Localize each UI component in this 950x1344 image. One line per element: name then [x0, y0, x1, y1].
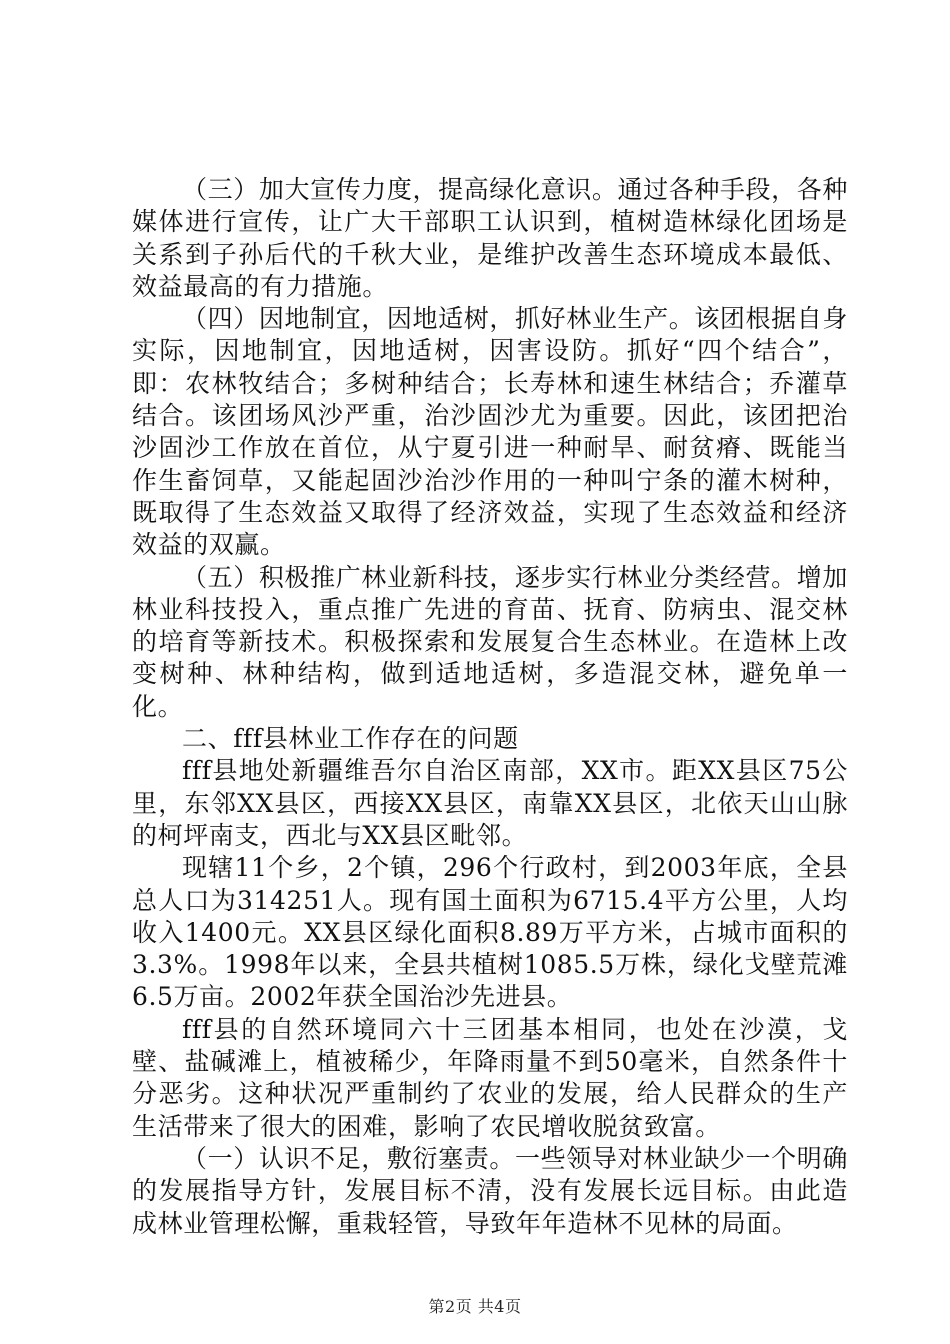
paragraph-natural-environment: fff县的自然环境同六十三团基本相同，也处在沙漠，戈壁、盐碱滩上，植被稀少，年降雨量不到50毫米，自然条件十分恶劣。这种状况严重制约了农业的发展，给人民群众的生产生活带来了很大的困难，影响了农民增收脱贫致富。 — [132, 1014, 848, 1141]
paragraph-county-location: fff县地处新疆维吾尔自治区南部，XX市。距XX县区75公里，东邻XX县区，西接XX县区，南靠XX县区，北依天山山脉的柯坪南支，西北与XX县区毗邻。 — [132, 756, 848, 850]
paragraph-local-conditions: （四）因地制宜，因地适树，抓好林业生产。该团根据自身实际，因地制宜，因地适树，因害设防。抓好“四个结合”，即：农林牧结合；多树种结合；长寿林和速生林结合；乔灌草结合。该团场风沙严重，治沙固沙尤为重要。因此，该团把治沙固沙工作放在首位，从宁夏引进一种耐旱、耐贫瘠、既能当作生畜饲草，又能起固沙治沙作用的一种叫宁条的灌木树种，既取得了生态效益又取得了经济效益，实现了生态效益和经济效益的双赢。 — [132, 304, 848, 560]
page-number-footer: 第2页 共4页 — [428, 1297, 522, 1316]
document-body — [132, 174, 848, 1240]
paragraph-publicity: （三）加大宣传力度，提高绿化意识。通过各种手段，各种媒体进行宣传，让广大干部职工认识到，植树造林绿化团场是关系到子孙后代的千秋大业，是维护改善生态环境成本最低、效益最高的有力措施。 — [132, 175, 848, 301]
section-heading-problems: 二、fff县林业工作存在的问题 — [182, 724, 519, 754]
paragraph-insufficient-awareness: （一）认识不足，敷衍塞责。一些领导对林业缺少一个明确的发展指导方针，发展目标不清，没有发展长远目标。由此造成林业管理松懈，重栽轻管，导致年年造林不见林的局面。 — [132, 1143, 848, 1238]
paragraph-county-statistics: 现辖11个乡，2个镇，296个行政村，到2003年底，全县总人口为314251人。现有国土面积为6715.4平方公里，人均收入1400元。XX县区绿化面积8.89万平方米，占城市面积的3.3%。1998年以来，全县共植树1085.5万株，绿化戈壁荒滩6.5万亩。2002年获全国治沙先进县。 — [132, 853, 848, 1012]
paragraph-forestry-technology: （五）积极推广林业新科技，逐步实行林业分类经营。增加林业科技投入，重点推广先进的育苗、抚育、防病虫、混交林的培育等新技术。积极探索和发展复合生态林业。在造林上改变树种、林种结构，做到适地适树，多造混交林，避免单一化。 — [132, 562, 848, 721]
